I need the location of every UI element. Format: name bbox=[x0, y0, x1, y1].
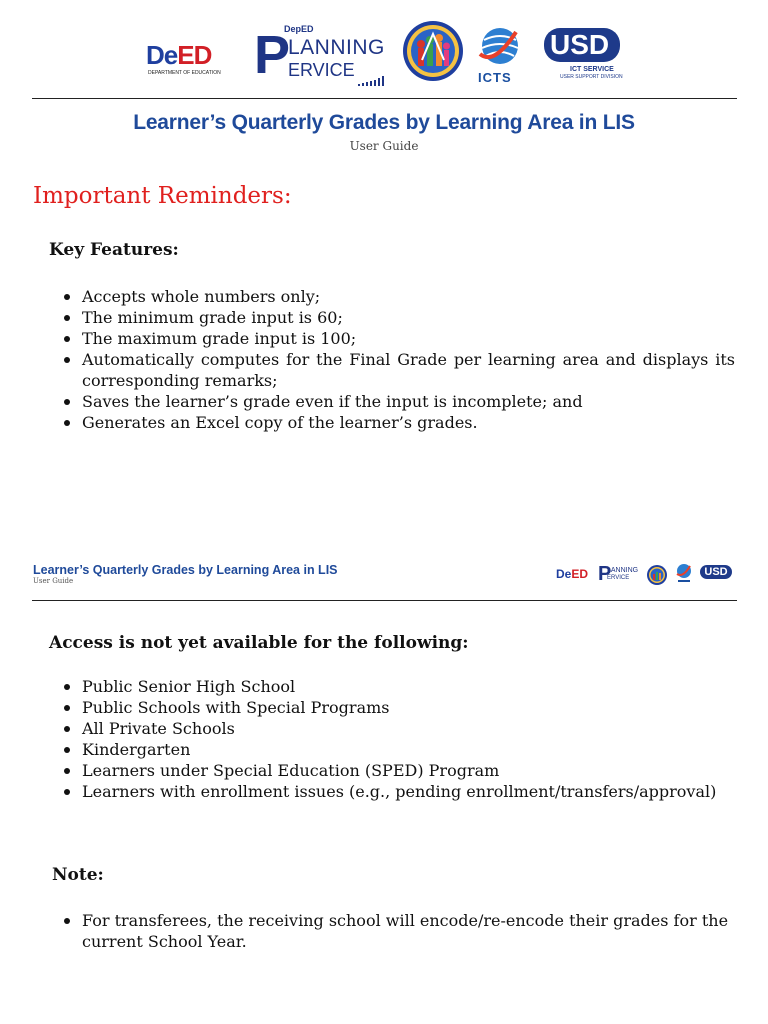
reminders-heading: Important Reminders: bbox=[33, 183, 292, 209]
header-divider bbox=[32, 98, 737, 99]
list-item: The minimum grade input is 60; bbox=[49, 307, 735, 328]
list-item: All Private Schools bbox=[49, 718, 735, 739]
usd-label: USD bbox=[550, 29, 610, 60]
globe-icon bbox=[476, 26, 526, 70]
mini-logo-strip bbox=[556, 563, 734, 587]
list-item: Kindergarten bbox=[49, 739, 735, 760]
list-item: For transferees, the receiving school will encode/re-encode their grades for the current School Year. bbox=[49, 910, 735, 952]
note-list bbox=[49, 910, 735, 952]
page-header-title: Learner’s Quarterly Grades by Learning Area in LIS bbox=[33, 563, 338, 577]
logo-strip bbox=[146, 18, 626, 88]
page-header-divider bbox=[32, 600, 737, 601]
mini-planning-letter: P bbox=[598, 563, 612, 585]
mini-deped-text-2: ED bbox=[571, 567, 589, 581]
list-item: Learners with enrollment issues (e.g., pending enrollment/transfers/approval) bbox=[49, 781, 735, 802]
usd-logo bbox=[544, 28, 626, 80]
deped-logo-text-1: De bbox=[146, 40, 178, 70]
planning-service-deped: DepED bbox=[284, 24, 314, 34]
list-item: Saves the learner’s grade even if the input is incomplete; and bbox=[49, 391, 735, 412]
mini-planning-line1: LANNING bbox=[607, 567, 639, 574]
mini-planning-line2: ERVICE bbox=[607, 575, 630, 581]
list-item: Public Schools with Special Programs bbox=[49, 697, 735, 718]
usd-subtext-2: USER SUPPORT DIVISION bbox=[560, 74, 623, 80]
planning-service-line1: LANNING bbox=[288, 36, 385, 59]
key-features-heading: Key Features: bbox=[49, 240, 179, 260]
note-heading: Note: bbox=[52, 865, 104, 885]
bar-graph-icon bbox=[358, 76, 388, 86]
list-item: Generates an Excel copy of the learner’s grades. bbox=[49, 412, 735, 433]
deped-logo-subtext: DEPARTMENT OF EDUCATION bbox=[148, 70, 221, 76]
list-item: The maximum grade input is 100; bbox=[49, 328, 735, 349]
planning-service-logo bbox=[254, 26, 388, 84]
document-title: Learner’s Quarterly Grades by Learning Area in LIS bbox=[133, 111, 635, 134]
people-circle-logo bbox=[402, 20, 464, 82]
list-item: Public Senior High School bbox=[49, 676, 735, 697]
access-list bbox=[49, 676, 735, 802]
icts-logo bbox=[476, 26, 526, 86]
usd-subtext-1: ICT SERVICE bbox=[570, 66, 614, 73]
deped-logo-text-2: ED bbox=[177, 40, 212, 70]
mini-deped-text-1: De bbox=[556, 567, 572, 581]
mini-deped-logo bbox=[556, 567, 588, 581]
page-header-subtitle: User Guide bbox=[33, 577, 74, 585]
deped-logo bbox=[146, 40, 221, 76]
list-item: Learners under Special Education (SPED) Program bbox=[49, 760, 735, 781]
planning-service-line2: ERVICE bbox=[288, 60, 355, 80]
key-features-list bbox=[49, 286, 735, 433]
mini-usd-logo: USD bbox=[700, 565, 732, 579]
mini-people-circle-logo bbox=[647, 565, 667, 585]
list-item: Accepts whole numbers only; bbox=[49, 286, 735, 307]
planning-service-letter: P bbox=[254, 25, 291, 85]
mini-globe-icon bbox=[675, 563, 693, 585]
document-subtitle: User Guide bbox=[349, 139, 419, 153]
icts-label: ICTS bbox=[478, 70, 512, 85]
access-heading: Access is not yet available for the following: bbox=[49, 633, 469, 653]
list-item: Automatically computes for the Final Grade per learning area and displays its corresponding remarks; bbox=[49, 349, 735, 391]
